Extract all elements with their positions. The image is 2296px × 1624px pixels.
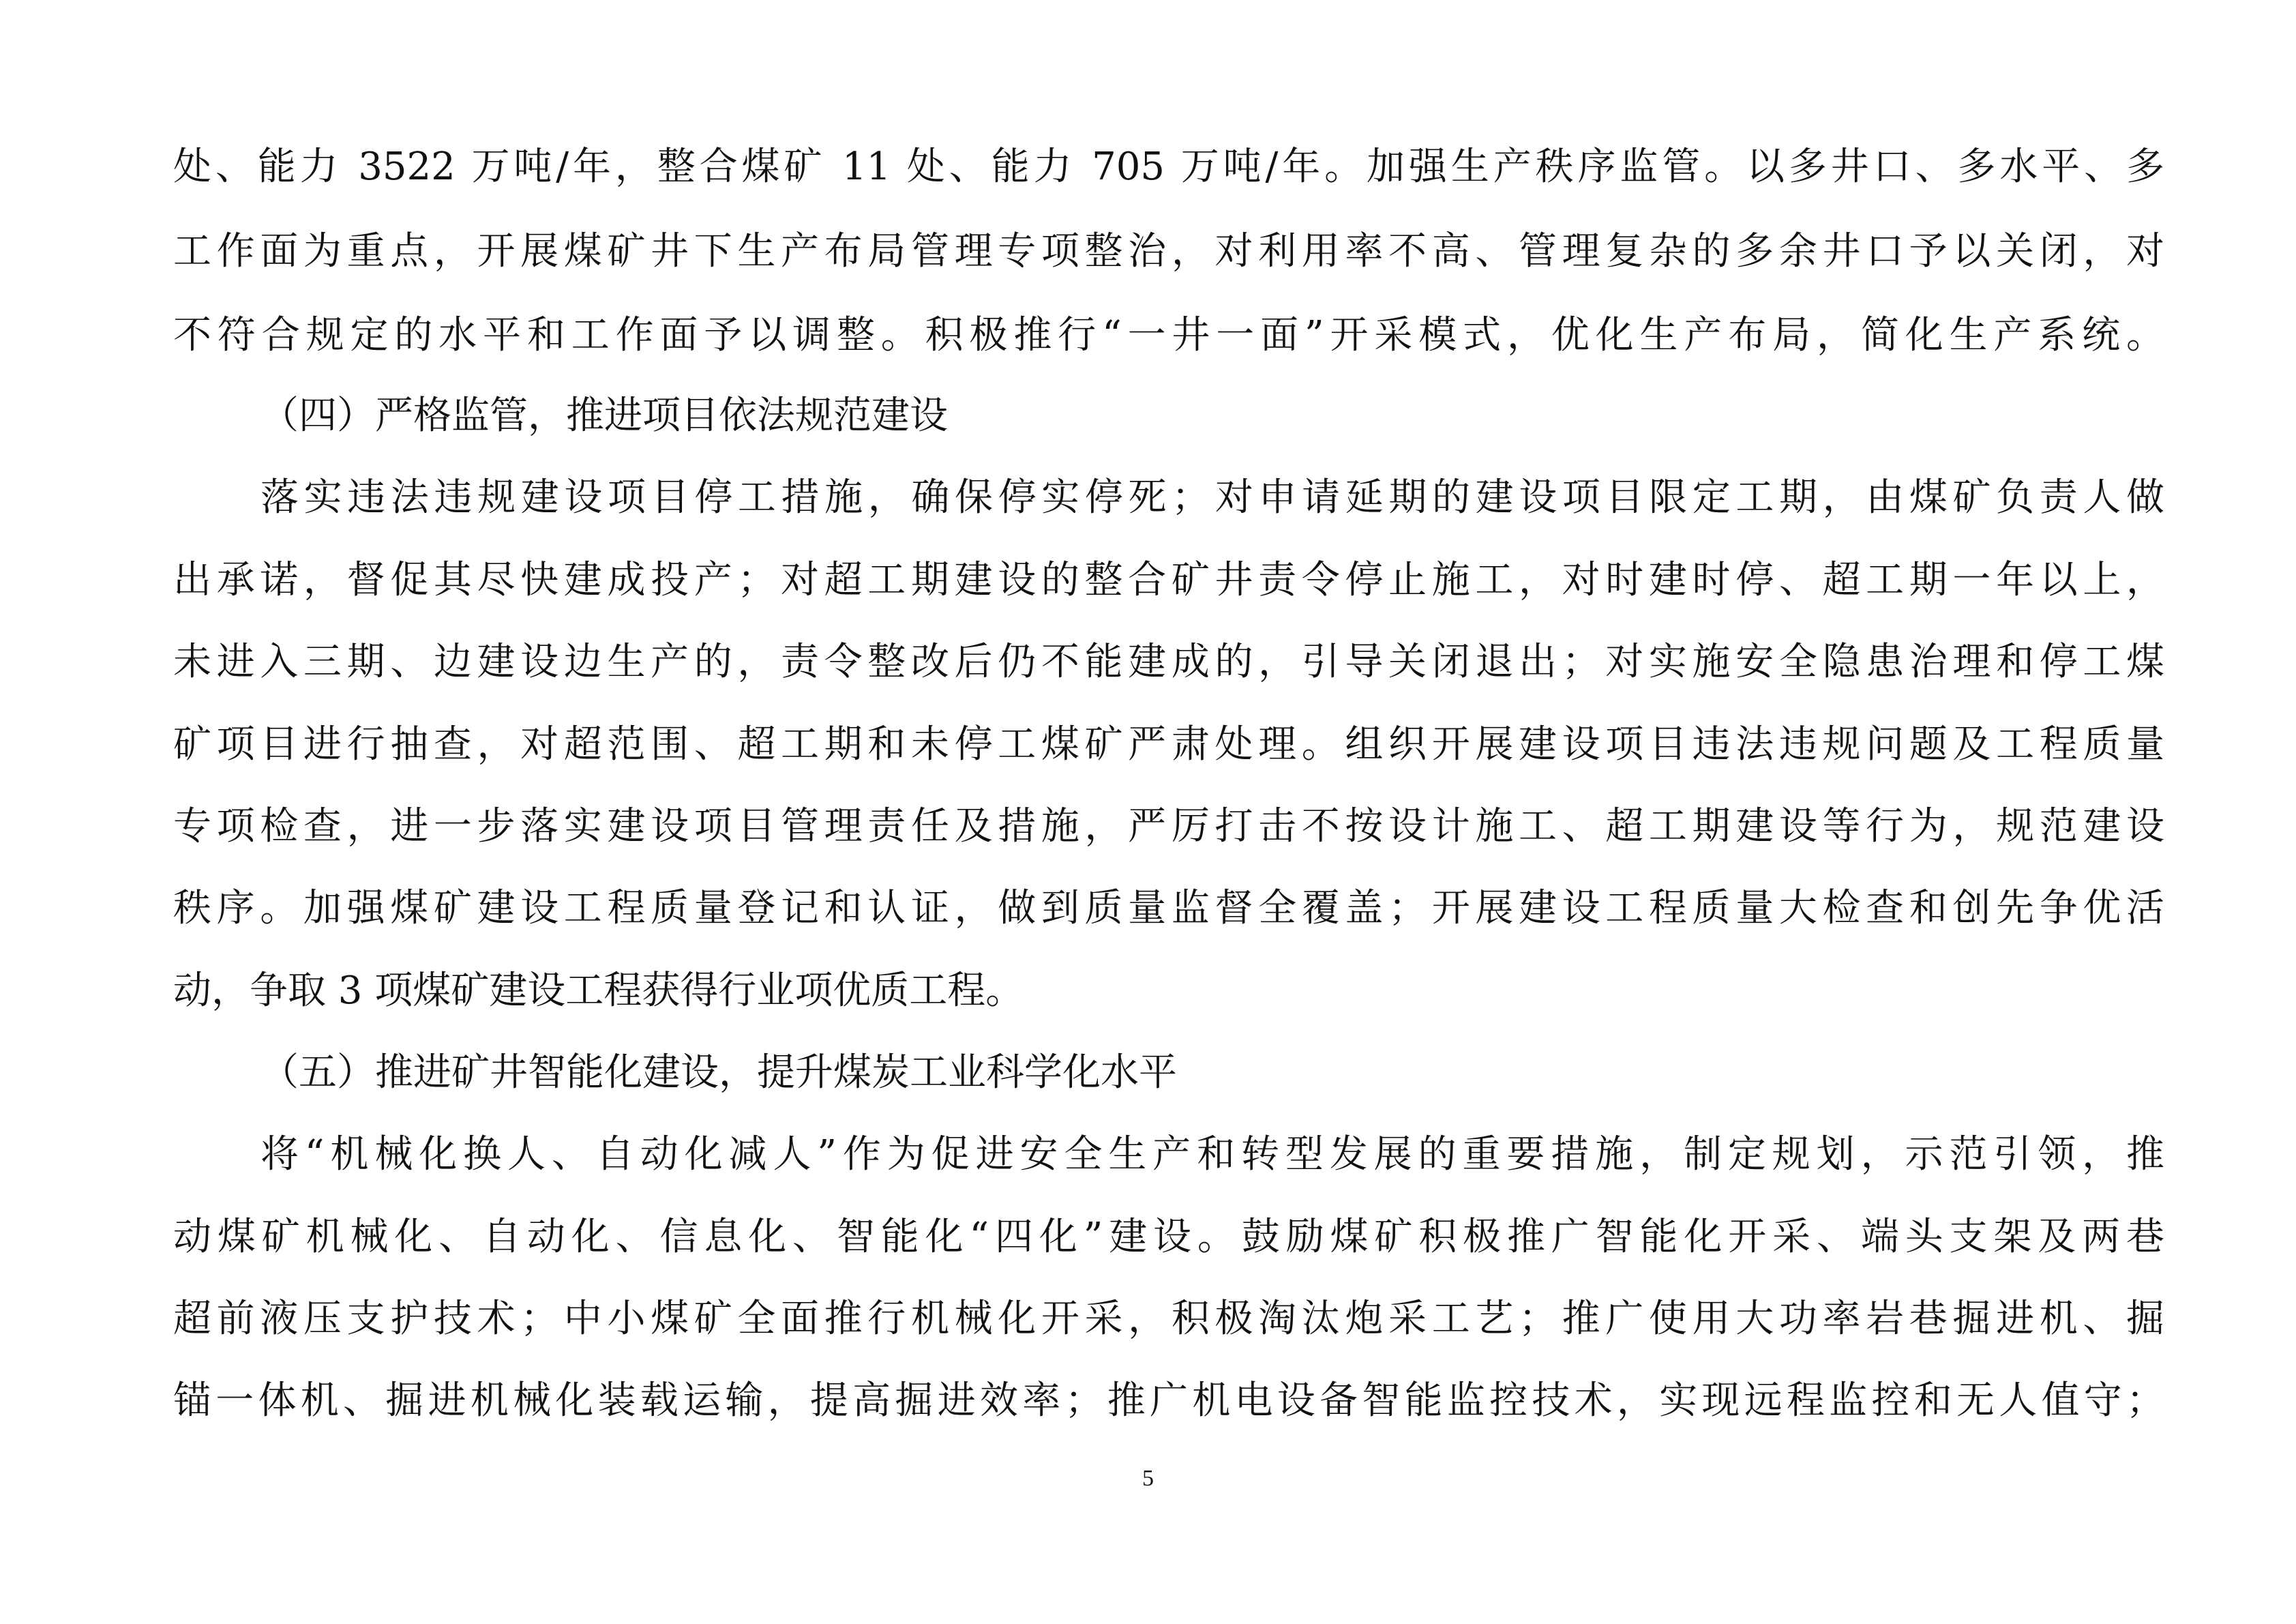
body-text-line: 工作面为重点，开展煤矿井下生产布局管理专项整治，对利用率不高、管理复杂的多余井口予以关闭，对 [173, 229, 2164, 274]
body-text-line: 落实违法违规建设项目停工措施，确保停实停死；对申请延期的建设项目限定工期，由煤矿负责人做 [260, 475, 2164, 520]
body-text-line: 专项检查，进一步落实建设项目管理责任及措施，严厉打击不按设计施工、超工期建设等行为，规范建设 [173, 804, 2164, 848]
document-page [173, 0, 2164, 1624]
body-text-line: 未进入三期、边建设边生产的，责令整改后仍不能建成的，引导关闭退出；对实施安全隐患治理和停工煤 [173, 640, 2164, 684]
body-text-line: 动，争取 3 项煤矿建设工程获得行业项优质工程。 [173, 969, 1024, 1013]
body-text-line: 秩序。加强煤矿建设工程质量登记和认证，做到质量监督全覆盖；开展建设工程质量大检查和创先争优活 [173, 886, 2164, 930]
section-heading-4: （四）严格监管，推进项目依法规范建设 [260, 394, 948, 438]
section-heading-5: （五）推进矿井智能化建设，提升煤炭工业科学化水平 [260, 1050, 1177, 1095]
body-text-line: 处、能力 3522 万吨/年，整合煤矿 11 处、能力 705 万吨/年。加强生产秩序监管。以多井口、多水平、多 [173, 145, 2164, 189]
page-number: 5 [1142, 1466, 1154, 1491]
body-text-line: 超前液压支护技术；中小煤矿全面推行机械化开采，积极淘汰炮采工艺；推广使用大功率岩巷掘进机、掘 [173, 1297, 2164, 1341]
body-text-line: 矿项目进行抽查，对超范围、超工期和未停工煤矿严肃处理。组织开展建设项目违法违规问题及工程质量 [173, 722, 2164, 767]
body-text-line: 动煤矿机械化、自动化、信息化、智能化“四化”建设。鼓励煤矿积极推广智能化开采、端头支架及两巷 [173, 1215, 2164, 1259]
body-text-line: 将“机械化换人、自动化减人”作为促进安全生产和转型发展的重要措施，制定规划，示范引领，推 [260, 1132, 2164, 1177]
body-text-line: 出承诺，督促其尽快建成投产；对超工期建设的整合矿井责令停止施工，对时建时停、超工期一年以上， [173, 558, 2164, 602]
body-text-line: 不符合规定的水平和工作面予以调整。积极推行“一井一面”开采模式，优化生产布局，简化生产系统。 [173, 313, 2164, 357]
body-text-line: 锚一体机、掘进机械化装载运输，提高掘进效率；推广机电设备智能监控技术，实现远程监控和无人值守； [173, 1378, 2164, 1423]
